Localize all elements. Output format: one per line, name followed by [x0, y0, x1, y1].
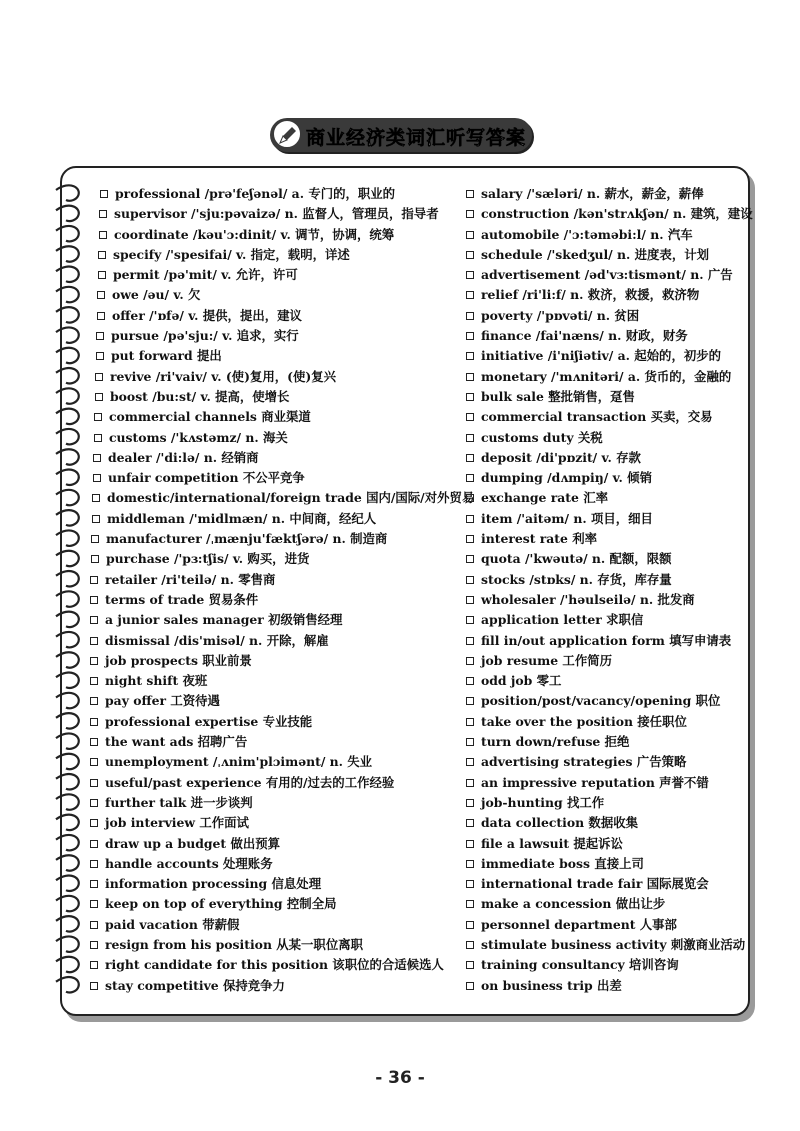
checkbox-icon[interactable] [466, 332, 474, 340]
vocab-text: customs duty 关税 [481, 429, 603, 445]
checkbox-icon[interactable] [95, 373, 103, 381]
vocab-text: file a lawsuit 提起诉讼 [481, 835, 623, 851]
vocab-text: dismissal /dis'misəl/ n. 开除，解雇 [105, 632, 329, 648]
vocab-text: coordinate /kəu'ɔ:dinit/ v. 调节，协调，统筹 [114, 226, 395, 242]
vocab-text: position/post/vacancy/opening 职位 [481, 693, 721, 709]
vocab-item [90, 732, 460, 752]
vocab-item [90, 387, 460, 407]
checkbox-icon[interactable] [90, 697, 98, 705]
checkbox-icon[interactable] [466, 697, 474, 705]
checkbox-icon[interactable] [466, 840, 474, 848]
checkbox-icon[interactable] [466, 413, 474, 421]
vocab-text: middleman /'midlmæn/ n. 中间商，经纪人 [107, 510, 377, 526]
vocab-item [90, 610, 460, 630]
vocab-item [466, 631, 746, 651]
checkbox-icon[interactable] [90, 921, 98, 929]
checkbox-icon[interactable] [90, 738, 98, 746]
checkbox-icon[interactable] [91, 535, 99, 543]
vocab-item [466, 752, 746, 772]
spiral-ring [56, 409, 79, 424]
spiral-ring [56, 348, 79, 363]
vocab-item [466, 712, 746, 732]
vocab-item [466, 935, 746, 955]
vocab-item [90, 874, 460, 894]
vocab-text: put forward 提出 [111, 348, 222, 364]
spiral-ring [56, 287, 79, 302]
checkbox-icon[interactable] [99, 210, 107, 218]
checkbox-icon[interactable] [466, 758, 474, 766]
vocab-item [466, 813, 746, 833]
vocab-item [90, 691, 460, 711]
checkbox-icon[interactable] [466, 291, 474, 299]
vocab-item [466, 509, 746, 529]
spiral-ring [56, 530, 79, 545]
vocab-text: offer /'ɒfə/ v. 提供，提出，建议 [112, 307, 302, 323]
vocab-text: make a concession 做出让步 [481, 896, 666, 912]
vocab-item [466, 529, 746, 549]
spiral-ring [56, 693, 79, 708]
vocab-text: paid vacation 带薪假 [105, 916, 240, 932]
checkbox-icon[interactable] [466, 779, 474, 787]
vocab-text: pursue /pə'sju:/ v. 追求，实行 [111, 328, 299, 344]
checkbox-icon[interactable] [90, 576, 98, 584]
vocab-item [466, 306, 746, 326]
vocab-item [90, 529, 460, 549]
title-banner [270, 118, 532, 154]
vocab-item [466, 651, 746, 671]
vocab-text: automobile /'ɔ:təməbi:l/ n. 汽车 [481, 226, 693, 242]
spiral-ring [56, 916, 79, 931]
checkbox-icon[interactable] [466, 941, 474, 949]
vocab-text: manufacturer /ˌmænju'fæktʃərə/ n. 制造商 [106, 531, 388, 547]
checkbox-icon[interactable] [92, 494, 100, 502]
vocab-text: immediate boss 直接上司 [481, 855, 644, 871]
vocab-item [466, 691, 746, 711]
spiral-ring [56, 246, 79, 261]
vocab-text: on business trip 出差 [481, 977, 622, 993]
checkbox-icon[interactable] [466, 231, 474, 239]
vocab-item [90, 854, 460, 874]
vocab-text: fill in/out application form 填写申请表 [481, 632, 732, 648]
vocab-text: purchase /'pɜ:tʃis/ v. 购买，进货 [106, 551, 310, 567]
vocab-item [90, 590, 460, 610]
vocab-text: further talk 进一步谈判 [105, 794, 253, 810]
vocab-item [90, 184, 460, 204]
checkbox-icon[interactable] [93, 474, 101, 482]
checkbox-icon[interactable] [466, 494, 474, 502]
vocab-text: job prospects 职业前景 [105, 652, 252, 668]
checkbox-icon[interactable] [90, 758, 98, 766]
checkbox-icon[interactable] [90, 982, 98, 990]
spiral-ring [56, 490, 79, 505]
vocab-text: quota /'kwəutə/ n. 配额，限额 [481, 551, 672, 567]
vocab-item [466, 468, 746, 488]
spiral-ring [56, 368, 79, 383]
vocab-text: permit /pə'mit/ v. 允许，许可 [113, 267, 298, 283]
vocab-item [466, 549, 746, 569]
pencil-icon [272, 119, 302, 149]
spiral-ring [56, 571, 79, 586]
vocab-text: dealer /'di:lə/ n. 经销商 [108, 449, 259, 465]
vocab-item [90, 935, 460, 955]
checkbox-icon[interactable] [90, 961, 98, 969]
vocab-item [466, 834, 746, 854]
vocab-text: wholesaler /'həulseilə/ n. 批发商 [481, 591, 695, 607]
checkbox-icon[interactable] [466, 982, 474, 990]
vocab-text: supervisor /'sju:pəvaizə/ n. 监督人，管理员，指导者 [114, 206, 439, 222]
vocab-item [90, 326, 460, 346]
vocab-text: stimulate business activity 刺激商业活动 [481, 936, 746, 952]
spiral-ring [56, 388, 79, 403]
spiral-ring [56, 632, 79, 647]
spiral-ring [56, 470, 79, 485]
checkbox-icon[interactable] [90, 718, 98, 726]
checkbox-icon[interactable] [466, 515, 474, 523]
vocab-item [90, 631, 460, 651]
vocab-text: the want ads 招聘广告 [105, 734, 248, 750]
vocab-text: commercial channels 商业渠道 [109, 409, 311, 425]
vocab-text: turn down/refuse 拒绝 [481, 734, 630, 750]
vocab-text: a junior sales manager 初级销售经理 [105, 612, 343, 628]
vocab-item [466, 428, 746, 448]
checkbox-icon[interactable] [90, 596, 98, 604]
vocab-item [466, 184, 746, 204]
vocab-item [90, 976, 460, 996]
vocab-item [466, 387, 746, 407]
checkbox-icon[interactable] [90, 860, 98, 868]
checkbox-icon[interactable] [466, 799, 474, 807]
vocab-text: item /'aitəm/ n. 项目，细目 [481, 510, 653, 526]
vocab-text: deposit /di'pɒzit/ v. 存款 [481, 449, 641, 465]
checkbox-icon[interactable] [466, 251, 474, 259]
vocab-text: schedule /'skedʒul/ n. 进度表，计划 [481, 246, 709, 262]
vocab-item [466, 285, 746, 305]
spiral-ring [56, 754, 79, 769]
vocab-text: interest rate 利率 [481, 531, 598, 547]
vocab-text: pay offer 工资待遇 [105, 693, 220, 709]
checkbox-icon[interactable] [466, 880, 474, 888]
checkbox-icon[interactable] [466, 637, 474, 645]
checkbox-icon[interactable] [466, 738, 474, 746]
vocab-item [466, 955, 746, 975]
vocab-item [90, 468, 460, 488]
spiral-ring [56, 551, 79, 566]
spiral-ring [56, 936, 79, 951]
spiral-ring [56, 835, 79, 850]
checkbox-icon[interactable] [90, 799, 98, 807]
vocab-item [90, 834, 460, 854]
vocab-text: commercial transaction 买卖，交易 [481, 409, 713, 425]
checkbox-icon[interactable] [90, 880, 98, 888]
vocab-text: night shift 夜班 [105, 673, 208, 689]
checkbox-icon[interactable] [466, 312, 474, 320]
vocab-text: job-hunting 找工作 [481, 794, 605, 810]
vocab-text: customs /'kʌstəmz/ n. 海关 [109, 429, 288, 445]
spiral-ring [56, 429, 79, 444]
vocab-text: handle accounts 处理账务 [105, 855, 273, 871]
vocab-item [90, 265, 460, 285]
page-number: - 36 - [375, 1068, 425, 1088]
spiral-ring [56, 449, 79, 464]
vocab-item [466, 488, 746, 508]
vocab-text: terms of trade 贸易条件 [105, 591, 259, 607]
vocab-text: unfair competition 不公平竞争 [108, 470, 305, 486]
checkbox-icon[interactable] [466, 190, 474, 198]
checkbox-icon[interactable] [95, 393, 103, 401]
vocab-text: revive /ri'vaiv/ v. (使)复用，(使)复兴 [110, 368, 337, 384]
vocab-item [466, 204, 753, 224]
checkbox-icon[interactable] [90, 900, 98, 908]
spiral-ring [56, 977, 79, 992]
checkbox-icon[interactable] [466, 434, 474, 442]
vocab-text: training consultancy 培训咨询 [481, 957, 679, 973]
vocab-text: exchange rate 汇率 [481, 490, 608, 506]
vocab-item [466, 894, 746, 914]
vocab-item [466, 225, 746, 245]
vocab-item [90, 367, 460, 387]
vocab-item [466, 367, 746, 387]
spiral-ring [56, 855, 79, 870]
checkbox-icon[interactable] [97, 291, 105, 299]
spiral-ring [56, 957, 79, 972]
spiral-ring [56, 815, 79, 830]
checkbox-icon[interactable] [90, 779, 98, 787]
vocab-text: application letter 求职信 [481, 612, 644, 628]
vocab-item [466, 570, 746, 590]
checkbox-icon[interactable] [98, 251, 106, 259]
vocab-text: bulk sale 整批销售，趸售 [481, 388, 635, 404]
vocab-item [90, 509, 460, 529]
checkbox-icon[interactable] [97, 312, 105, 320]
checkbox-icon[interactable] [90, 819, 98, 827]
checkbox-icon[interactable] [96, 352, 104, 360]
checkbox-icon[interactable] [466, 677, 474, 685]
vocab-item [90, 245, 460, 265]
vocab-item [466, 915, 746, 935]
vocab-text: information processing 信息处理 [105, 876, 322, 892]
vocab-item [90, 346, 460, 366]
checkbox-icon[interactable] [94, 434, 102, 442]
vocab-text: specify /'spesifai/ v. 指定，载明，详述 [113, 246, 350, 262]
checkbox-icon[interactable] [466, 860, 474, 868]
vocab-item [466, 610, 746, 630]
vocab-item [466, 590, 746, 610]
vocab-item [90, 651, 460, 671]
checkbox-icon[interactable] [100, 190, 108, 198]
vocab-text: stay competitive 保持竞争力 [105, 977, 285, 993]
vocab-text: dumping /dʌmpiŋ/ v. 倾销 [481, 470, 652, 486]
vocab-item [90, 955, 460, 975]
vocab-item [90, 773, 460, 793]
checkbox-icon[interactable] [98, 271, 106, 279]
spiral-binding [52, 176, 92, 1006]
vocab-text: initiative /i'niʃiətiv/ a. 起始的，初步的 [481, 348, 722, 364]
spiral-ring [56, 307, 79, 322]
checkbox-icon[interactable] [466, 900, 474, 908]
checkbox-icon[interactable] [466, 616, 474, 624]
checkbox-icon[interactable] [466, 657, 474, 665]
checkbox-icon[interactable] [466, 819, 474, 827]
spiral-ring [56, 206, 79, 221]
checkbox-icon[interactable] [94, 413, 102, 421]
page-title: 商业经济类词汇听写答案 [306, 127, 527, 149]
vocab-text: right candidate for this position 该职位的合适候选人 [105, 957, 444, 973]
spiral-ring [56, 673, 79, 688]
vocab-item [90, 428, 460, 448]
checkbox-icon[interactable] [466, 373, 474, 381]
vocab-text: domestic/international/foreign trade 国内/国际/对外贸易 [107, 490, 475, 506]
vocab-text: stocks /stɒks/ n. 存货，库存量 [481, 571, 672, 587]
vocab-text: professional expertise 专业技能 [105, 713, 313, 729]
vocab-item [90, 204, 460, 224]
checkbox-icon[interactable] [90, 677, 98, 685]
spiral-ring [56, 774, 79, 789]
vocab-text: data collection 数据收集 [481, 815, 638, 831]
spiral-ring [56, 327, 79, 342]
vocab-text: poverty /'pɒvəti/ n. 贫困 [481, 307, 640, 323]
vocab-text: owe /əu/ v. 欠 [112, 287, 201, 303]
vocab-text: take over the position 接任职位 [481, 713, 687, 729]
vocab-item [90, 448, 460, 468]
vocab-item [466, 976, 746, 996]
left-column [90, 184, 475, 996]
spiral-ring [56, 733, 79, 748]
spiral-ring [56, 591, 79, 606]
checkbox-icon[interactable] [99, 231, 107, 239]
checkbox-icon[interactable] [466, 352, 474, 360]
vocab-text: resign from his position 从某一职位离职 [105, 936, 363, 952]
vocab-item [90, 306, 460, 326]
spiral-ring [56, 896, 79, 911]
vocab-text: job interview 工作面试 [105, 815, 249, 831]
vocab-text: unemployment /ˌʌnim'plɔimənt/ n. 失业 [105, 754, 373, 770]
spiral-ring [56, 876, 79, 891]
checkbox-icon[interactable] [466, 210, 474, 218]
vocab-text: an impressive reputation 声誉不错 [481, 774, 709, 790]
vocab-item [466, 793, 746, 813]
vocab-text: boost /bu:st/ v. 提高，使增长 [110, 388, 290, 404]
vocab-text: useful/past experience 有用的/过去的工作经验 [105, 774, 395, 790]
checkbox-icon[interactable] [466, 271, 474, 279]
checkbox-icon[interactable] [90, 840, 98, 848]
checkbox-icon[interactable] [91, 555, 99, 563]
checkbox-icon[interactable] [466, 454, 474, 462]
checkbox-icon[interactable] [466, 474, 474, 482]
vocab-text: personnel department 人事部 [481, 916, 677, 932]
vocab-item [90, 712, 460, 732]
checkbox-icon[interactable] [466, 555, 474, 563]
vocab-item [466, 854, 746, 874]
vocab-item [90, 813, 460, 833]
checkbox-icon[interactable] [466, 576, 474, 584]
vocab-item [466, 671, 746, 691]
spiral-ring [56, 713, 79, 728]
checkbox-icon[interactable] [466, 921, 474, 929]
vocab-item [90, 915, 460, 935]
vocab-item [466, 773, 746, 793]
checkbox-icon[interactable] [90, 941, 98, 949]
vocab-item [90, 752, 460, 772]
checkbox-icon[interactable] [92, 515, 100, 523]
checkbox-icon[interactable] [90, 657, 98, 665]
vocab-item [466, 346, 746, 366]
checkbox-icon[interactable] [466, 393, 474, 401]
vocab-item [466, 407, 746, 427]
vocab-text: professional /prə'feʃənəl/ a. 专门的，职业的 [115, 186, 396, 201]
spiral-ring [56, 652, 79, 667]
vocab-item [466, 732, 746, 752]
spiral-ring [56, 794, 79, 809]
vocab-text: retailer /ri'teilə/ n. 零售商 [105, 571, 276, 587]
vocab-text: odd job 零工 [481, 673, 562, 689]
vocab-text: keep on top of everything 控制全局 [105, 896, 337, 912]
vocab-item [90, 407, 460, 427]
vocab-item [466, 326, 746, 346]
vocab-item [466, 265, 746, 285]
checkbox-icon[interactable] [466, 535, 474, 543]
vocab-text: advertisement /əd'vɜ:tismənt/ n. 广告 [481, 267, 733, 283]
vocab-item [90, 793, 460, 813]
vocab-text: monetary /'mʌnitəri/ a. 货币的，金融的 [481, 368, 732, 384]
checkbox-icon[interactable] [96, 332, 104, 340]
vocab-item [466, 448, 746, 468]
checkbox-icon[interactable] [466, 596, 474, 604]
checkbox-icon[interactable] [90, 616, 98, 624]
spiral-ring [56, 185, 79, 200]
vocab-item [90, 549, 460, 569]
vocab-text: international trade fair 国际展览会 [481, 876, 709, 892]
spiral-ring [56, 226, 79, 241]
vocab-text: draw up a budget 做出预算 [105, 835, 281, 851]
spiral-ring [56, 612, 79, 627]
vocab-text: advertising strategies 广告策略 [481, 754, 687, 770]
spiral-ring [56, 510, 79, 525]
vocab-item [466, 874, 746, 894]
vocab-item [90, 285, 460, 305]
checkbox-icon[interactable] [93, 454, 101, 462]
spiral-ring [56, 267, 79, 282]
vocab-item [466, 245, 746, 265]
vocab-item [90, 225, 460, 245]
vocab-text: construction /kən'strʌkʃən/ n. 建筑，建设 [481, 206, 753, 222]
checkbox-icon[interactable] [466, 718, 474, 726]
vocab-item [90, 671, 460, 691]
vocab-text: relief /ri'li:f/ n. 救济，救援，救济物 [481, 287, 700, 303]
vocab-item [90, 894, 460, 914]
checkbox-icon[interactable] [466, 961, 474, 969]
vocab-text: finance /fai'næns/ n. 财政，财务 [481, 328, 688, 344]
vocab-text: job resume 工作简历 [481, 652, 612, 668]
vocab-item [90, 488, 475, 508]
right-column [466, 184, 753, 996]
vocab-text: salary /'sæləri/ n. 薪水，薪金，薪俸 [481, 186, 704, 201]
checkbox-icon[interactable] [90, 637, 98, 645]
vocab-item [90, 570, 460, 590]
